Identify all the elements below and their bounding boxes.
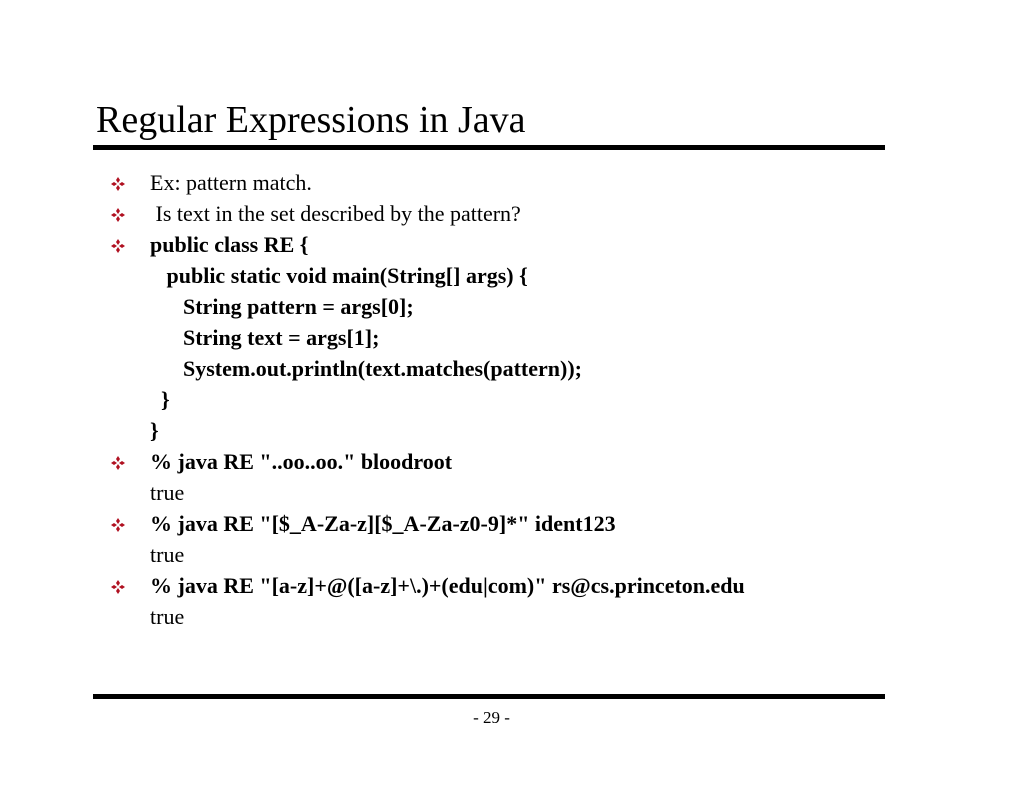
page-number: - 29 - — [473, 708, 510, 727]
slide-title: Regular Expressions in Java — [96, 99, 526, 141]
code-line: String pattern = args[0]; — [150, 294, 414, 319]
command-line: % java RE "[$_A-Za-z][$_A-Za-z0-9]*" ident123 — [150, 511, 616, 536]
bullet-text-question: Is text in the set described by the pattern? — [150, 201, 521, 226]
diamond-bullet-icon — [110, 455, 126, 471]
code-line: } — [150, 418, 159, 443]
diamond-bullet-icon — [110, 238, 126, 254]
command-output: true — [150, 542, 185, 567]
command-output: true — [150, 480, 185, 505]
code-line: String text = args[1]; — [150, 325, 380, 350]
command-output: true — [150, 604, 185, 629]
bullet-text-example: Ex: pattern match. — [150, 170, 312, 195]
diamond-bullet-icon — [110, 517, 126, 533]
code-line: } — [150, 387, 170, 412]
title-rule — [93, 145, 885, 150]
code-line: public static void main(String[] args) { — [150, 263, 528, 288]
command-line: % java RE "[a-z]+@([a-z]+\.)+(edu|com)" rs@cs.princeton.edu — [150, 573, 745, 598]
command-line: % java RE "..oo..oo." bloodroot — [150, 449, 453, 474]
diamond-bullet-icon — [110, 176, 126, 192]
diamond-bullet-icon — [110, 579, 126, 595]
footer-rule — [93, 694, 885, 699]
code-line: public class RE { — [150, 232, 309, 257]
code-line: System.out.println(text.matches(pattern)); — [150, 356, 582, 381]
diamond-bullet-icon — [110, 207, 126, 223]
